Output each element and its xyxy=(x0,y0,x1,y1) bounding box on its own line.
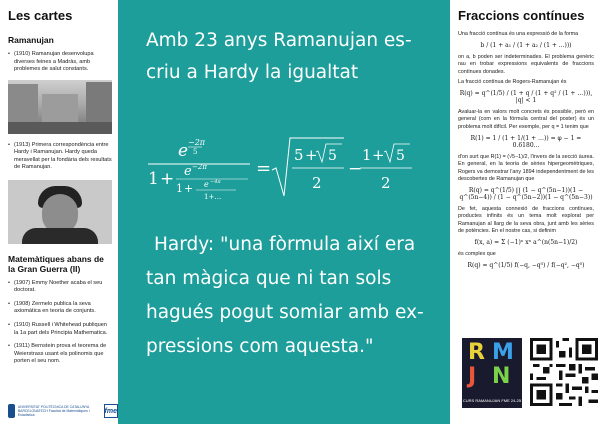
portrait-photo xyxy=(8,180,112,244)
f-minus: − xyxy=(348,159,363,179)
f-r-plus: + xyxy=(372,146,385,164)
intro-text xyxy=(146,28,436,86)
center-panel xyxy=(118,0,450,424)
paragraph: d'on surt que R(1) = (√5−1)/2, l'invers de la secció àurea. En general, en la teoria de sèries hipergeomètriques, Rogers va demostrar l'any 1894 independentment de les descobertes de Ramanujan que xyxy=(458,153,594,183)
math-series: f(x, a) = Σ (−1)ⁿ xⁿ a^(n(5n−1)/2) xyxy=(474,239,578,246)
hardy-quote xyxy=(146,232,436,360)
paragraph: Una fracció contínua és una expressió de la forma xyxy=(458,31,579,37)
footer-logos xyxy=(8,404,118,418)
qr-code[interactable] xyxy=(530,338,598,406)
rmjn-letter-r: R xyxy=(468,340,485,365)
f-inner-exp: −4π xyxy=(210,179,221,185)
paragraph: Avaluar-la en valors molt concrets és possible, però en general (com en la fórmula central del poster) és un problema molt difícil. Per exemple, per q = 1 tenim que xyxy=(458,108,594,130)
rmjn-logo xyxy=(462,338,522,408)
paragraph: La fracció contínua de Rogers-Ramanujan és xyxy=(458,79,567,86)
list-item: • (1913) Primera correspondència entre Hardy i Ramanujan. Hardy queda meravellat per la fondària dels resultats de Ramanujan. xyxy=(14,142,112,172)
upc-logo-text: UNIVERSITAT POLITÈCNICA DE CATALUNYA BARCELONATECH Facultat de Matemàtiques i Estadística xyxy=(17,404,90,418)
bottom-right-badges xyxy=(462,338,598,408)
quote-line-2: tan màgica que ni tan sols xyxy=(146,268,392,289)
section-ramanujan: Ramanujan xyxy=(8,35,54,45)
list-item: • (1908) Zermelo publica la seva axiomàtica en teoria de conjunts. xyxy=(14,301,112,316)
f-nest-exp: −2π xyxy=(192,163,207,171)
list-item: • (1907) Emmy Noether acaba el seu doctorat. xyxy=(14,280,112,295)
math-rogers-ramanujan: R(q) = q^(1/5) / (1 + q / (1 + q² / (1 + …))), |q| < 1 xyxy=(459,89,593,104)
f-dots: 1+… xyxy=(204,193,222,201)
f-sq-five: 5 xyxy=(294,146,304,164)
f-one: 1 xyxy=(148,169,159,189)
f-r-five: 5 xyxy=(396,148,405,164)
quote-line-4: pressions com aquesta." xyxy=(146,336,374,357)
f-num-exp-den: 5 xyxy=(193,148,198,156)
list-item: • (1910) Ramanujan desenvolupa diverses feines a Madràs, amb problemes de salut constants. xyxy=(14,51,112,74)
f-plus: + xyxy=(160,169,175,189)
f-eq: = xyxy=(256,158,272,179)
rmjn-letter-j: J xyxy=(468,364,477,389)
math-product: R(q) = q^(1/5) ∏ (1 − q^(5n−1))(1 − q^(5n−4)) / (1 − q^(5n−2))(1 − q^(5n−3)) xyxy=(459,186,593,201)
rmjn-letter-n: N xyxy=(492,364,511,389)
section-math-before-war: Matemàtiques abans de la Gran Guerra (II) xyxy=(8,253,104,274)
fme-logo: fme xyxy=(104,404,118,418)
rmjn-letter-m: M xyxy=(492,340,514,365)
upc-logo-icon xyxy=(8,404,15,418)
f-one-b: 1 xyxy=(176,182,183,195)
quote-line-3: hagués pogut somiar amb ex- xyxy=(146,302,424,323)
right-title: Fraccions contínues xyxy=(458,8,585,23)
intro-line-1: Amb 23 anys Ramanujan es- xyxy=(146,30,412,51)
left-title: Les cartes xyxy=(8,8,73,23)
f-nest-e: e xyxy=(184,164,192,179)
f-sq-plus: + xyxy=(305,146,318,164)
f-sq-five-inner: 5 xyxy=(328,148,337,164)
paragraph: De fet, aquesta connexió de fraccions contínues, productes infinits és un tema molt explorat per Ramanujan al llarg de la seva obra, junt amb les sèries de potències. En el nostre cas, si definim xyxy=(458,205,594,235)
f-plus-b: + xyxy=(184,182,194,195)
upc-logo xyxy=(8,404,98,418)
f-sq-two: 2 xyxy=(312,174,322,192)
ramanujan-formula xyxy=(144,132,434,212)
quote-line-1: Hardy: "una fòrmula així era xyxy=(154,234,416,255)
math-ratio: R(q) = q^(1/5) f(−q, −q⁵) / f(−q², −q⁵) xyxy=(467,261,585,269)
f-num-exp: −2π xyxy=(188,138,206,147)
list-item: • (1911) Bernstein prova el teorema de Weierstrass usant els polinomis que porten el seu nom. xyxy=(14,343,112,366)
list-item: • (1910) Russell i Whitehead publiquen la 1a part dels Principia Mathematica. xyxy=(14,322,112,337)
intro-line-2: criu a Hardy la igualtat xyxy=(146,62,359,83)
paragraph: on a, b poden ser indeterminades. El problema genèric rau en trobar expressions equivalents de fraccions contínues donades. xyxy=(458,53,594,75)
f-num-e: e xyxy=(178,141,189,161)
paragraph: és complex que xyxy=(458,251,496,257)
f-r-one: 1 xyxy=(362,146,372,164)
f-r-two: 2 xyxy=(381,174,391,192)
street-photo xyxy=(8,80,112,134)
left-column xyxy=(0,0,118,424)
math-r1: R(1) = 1 / (1 + 1/(1 + …)) = φ − 1 = 0.6180... xyxy=(470,134,582,149)
f-inner-e: e xyxy=(204,180,209,189)
math-continued-fraction: b / (1 + a₁ / (1 + a₂ / (1 + ...))) xyxy=(480,41,572,49)
rmjn-caption: CURS RAMANUJAN FME 24-25 xyxy=(462,398,522,404)
